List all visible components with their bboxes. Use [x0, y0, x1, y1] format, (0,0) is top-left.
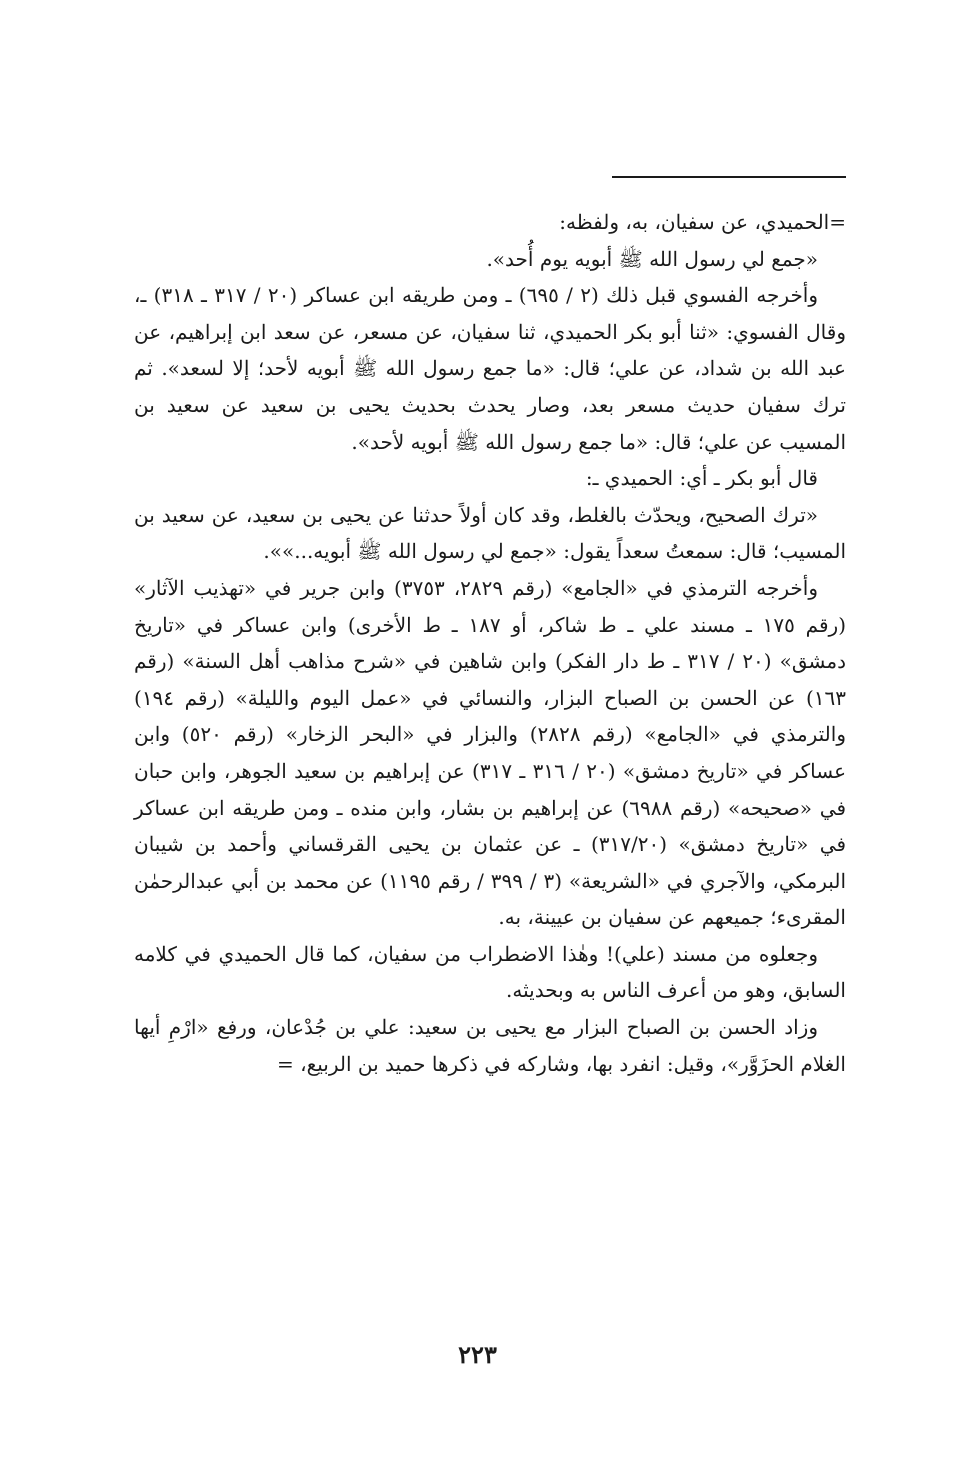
footnote-paragraph-2: «جمع لي رسول الله ﷺ أبويه يوم أُحد». — [486, 246, 818, 271]
footnote-paragraph-4: قال أبو بكر ـ أي: الحميدي ـ: — [585, 466, 818, 491]
footnote-paragraph-7: وجعلوه من مسند (علي)! وهٰذا الاضطراب من سفيان، كما قال الحميدي في كلامه السابق، وهو من أعرف الناس به وبحديثه. — [134, 941, 846, 1003]
footnote-separator-rule — [612, 176, 846, 178]
footnote-paragraph-8: وزاد الحسن بن الصباح البزار مع يحيى بن سعيد: علي بن جُدْعان، ورفع «ارْمِ أيها الغلام الحزَوَّر»، وقيل: انفرد بها، وشاركه في ذكرها حميد بن الربيع، = — [134, 1015, 846, 1076]
footnote-paragraph-3: وأخرجه الفسوي قبل ذلك (٢ / ٦٩٥) ـ ومن طريقه ابن عساكر (٢٠ / ٣١٧ ـ ٣١٨) ـ، وقال الفسوي: «ثنا أبو بكر الحميدي، ثنا سفيان، عن مسعر، عن سعد ابن إبراهيم، عن عبد الله بن شداد، عن علي؛ قال: «ما جمع رسول الله ﷺ أبويه لأحد؛ إلا لسعد». ثم ترك سفيان حديث مسعر بعد، وصار يحدث بحديث يحيى بن سعيد عن سعيد بن المسيب عن علي؛ قال: «ما جمع رسول الله ﷺ أبويه لأحد». — [134, 283, 846, 454]
page-number: ٢٢٣ — [458, 1340, 497, 1369]
footnote-paragraph-6: وأخرجه الترمذي في «الجامع» (رقم ٢٨٢٩، ٣٧٥٣) وابن جرير في «تهذيب الآثار» (رقم ١٧٥ ـ مسند علي ـ ط شاكر، أو ١٨٧ ـ ط الأخرى) وابن عساكر في «تاريخ دمشق» (٢٠ / ٣١٧ ـ ط دار الفكر) وابن شاهين في «شرح مذاهب أهل السنة» (رقم ١٦٣) عن الحسن بن الصباح البزار، والنسائي في «عمل اليوم والليلة» (رقم ١٩٤) والترمذي في «الجامع» (رقم ٢٨٢٨) والبزار في «البحر الزخار» (رقم ٥٢٠) وابن عساكر في «تاريخ دمشق» (٢٠ / ٣١٦ ـ ٣١٧) عن إبراهيم بن سعيد الجوهر، وابن حبان في «صحيحه» (رقم ٦٩٨٨) عن إبراهيم بن بشار، وابن منده ـ ومن طريقه ابن عساكر في «تاريخ دمشق» (٣١٧/٢٠) ـ عن عثمان بن يحيى القرقساني وأحمد بن شيبان البرمكي، والآجري في «الشريعة» (٣ / ٣٩٩ / رقم ١١٩٥) عن محمد بن أبي عبدالرحمٰن المقرىء؛ جميعهم عن سفيان بن عيينة، به. — [134, 575, 847, 930]
footnote-body — [134, 204, 846, 1082]
footnote-paragraph-5: «ترك الصحيح، ويحدّث بالغلط، وقد كان أولاً حدثنا عن يحيى بن سعيد، عن سعيد بن المسيب؛ قال: سمعتُ سعداً يقول: «جمع لي رسول الله ﷺ أبويه...»». — [134, 502, 846, 564]
footnote-paragraph-1: =الحميدي، عن سفيان، به، ولفظه: — [559, 210, 846, 234]
